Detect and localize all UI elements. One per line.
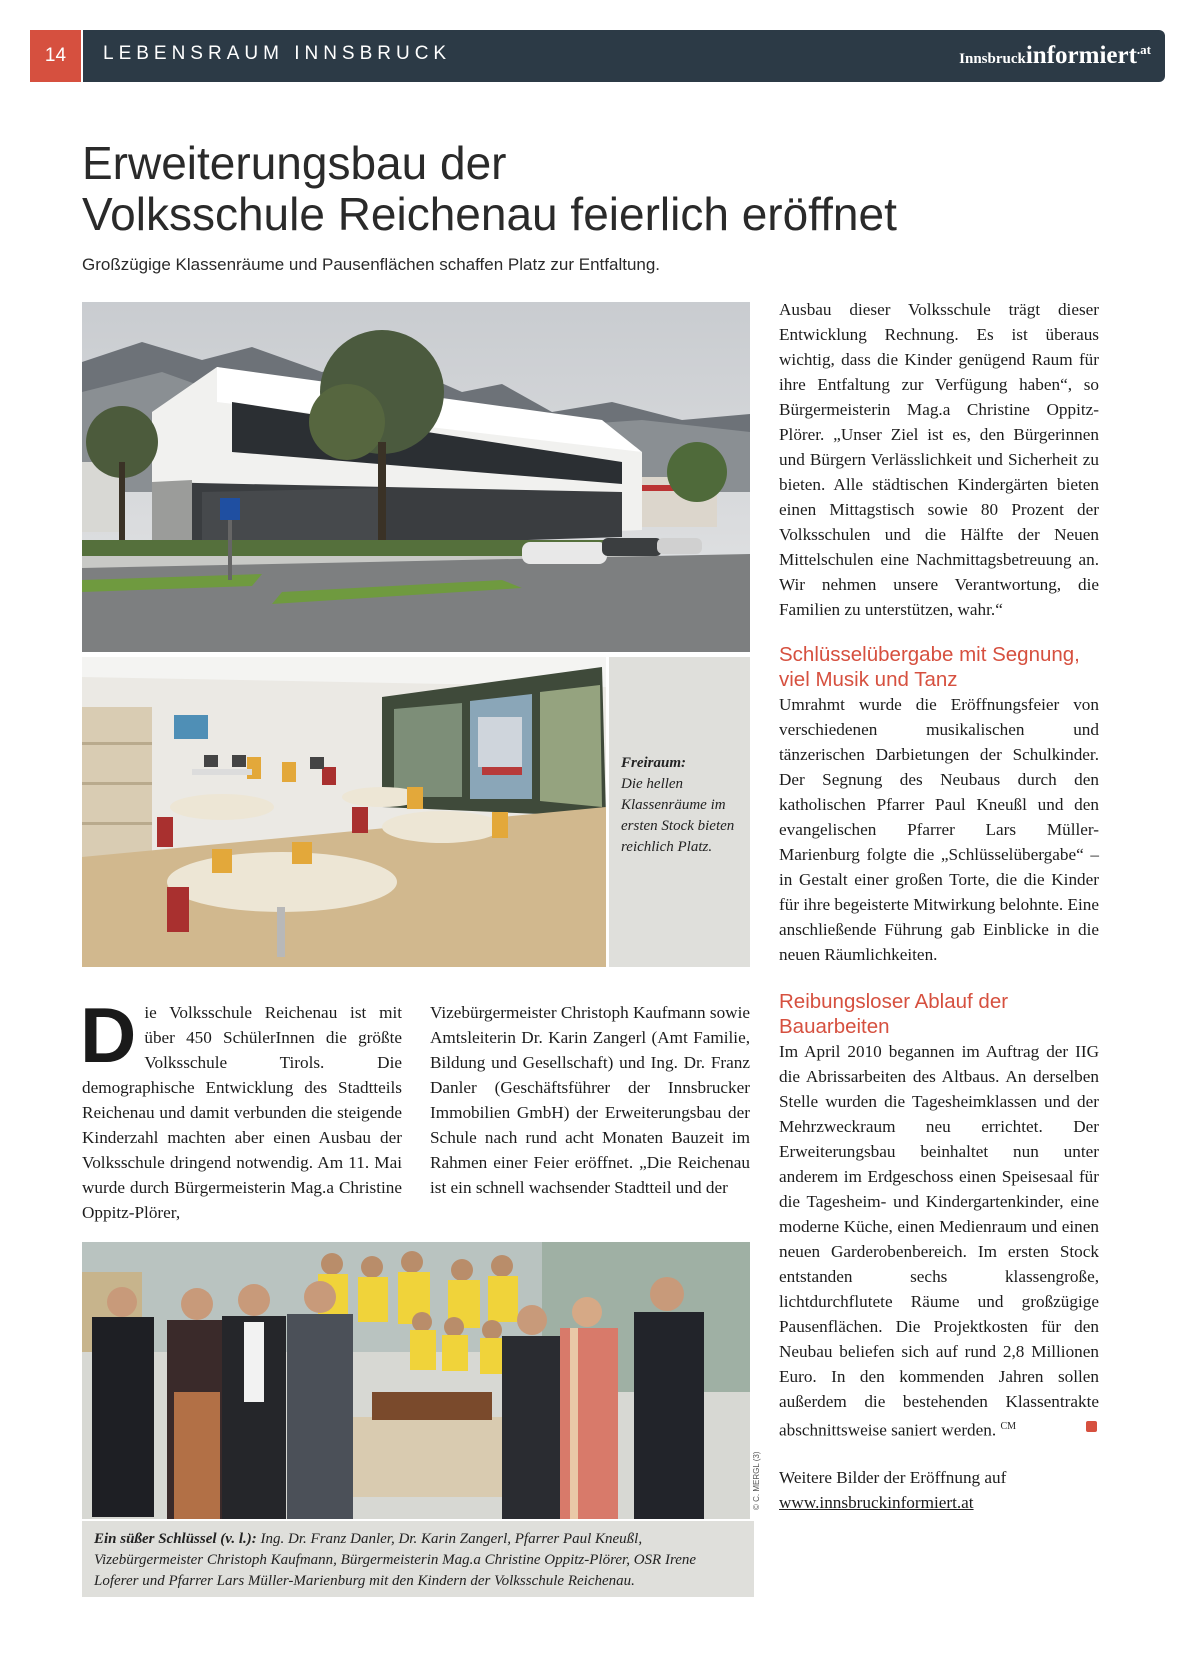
article-column-1	[80, 991, 402, 1225]
headline-line-1: Erweiterungsbau der	[82, 137, 507, 189]
brand-big: informiert	[1025, 42, 1137, 69]
headline-line-2: Volksschule Reichenau feierlich eröffnet	[82, 188, 897, 240]
caption-classroom-text: Die hellen Klassenräume im ersten Stock bieten reichlich Platz.	[621, 776, 735, 855]
caption-group-text: Ing. Dr. Franz Danler, Dr. Karin Zangerl, Pfarrer Paul Kneußl, Vizebürgermeister Christoph Kaufmann, Bürgermeisterin Mag.a Christine Oppitz-Plörer, OSR Irene Loferer und Pfarrer Lars Müller-Marienburg mit den Kindern der Volksschule Reichenau.	[94, 1531, 697, 1589]
photo-classroom	[82, 657, 606, 967]
more-text: Weitere Bilder der Eröffnung auf	[779, 1467, 1007, 1487]
photo-school-building	[82, 302, 750, 652]
subheading-key-handover: Schlüsselübergabe mit Segnung, viel Musik und Tanz	[779, 643, 1080, 691]
photo-credit: © C. MERGL (3)	[752, 1451, 761, 1510]
column-2-text: Vizebürgermeister Christoph Kaufmann sowie Amtsleiterin Dr. Karin Zangerl (Amt Familie, Bildung und Gesellschaft) und Ing. Dr. Franz Danler (Geschäftsführer der Innsbrucker Immobilien GmbH) der Erweiterungsbau der Schule nach rund acht Monaten Bauzeit im Rahmen einer Feier eröffnet. „Die Reichenau ist ein schnell wachsender Stadtteil und der	[430, 1003, 750, 1197]
subtitle: Großzügige Klassenräume und Pausenflächen schaffen Platz zur Entfaltung.	[82, 255, 661, 274]
brand-logo	[959, 42, 1151, 70]
brand-small: Innsbruck	[959, 51, 1026, 67]
website-link[interactable]: www.innsbruckinformiert.at	[779, 1492, 974, 1512]
caption-group	[82, 1521, 754, 1597]
column-1-text: ie Volksschule Reichenau ist mit über 450 SchülerInnen die größte Volksschule Tirols. Die demographische Entwicklung des Stadtteils Reichenau und damit verbunden die steigende Kinderzahl machten aber einen Ausbau der Volksschule dringend notwendig. Am 11. Mai wurde durch Bürgermeisterin Mag.a Christine Oppitz-Plörer,	[82, 1003, 402, 1222]
author-initials: CM	[1000, 1421, 1017, 1432]
article-column-2	[430, 1000, 750, 1200]
brand-tld: .at	[1136, 42, 1151, 57]
caption-group-title: Ein süßer Schlüssel (v. l.):	[94, 1531, 257, 1547]
dropcap: D	[80, 991, 137, 1079]
end-mark-icon	[1086, 1421, 1097, 1432]
page-number: 14	[30, 30, 81, 82]
section-title: LEBENSRAUM INNSBRUCK	[103, 43, 452, 64]
article-column-3	[779, 297, 1099, 1515]
headline	[82, 138, 1082, 240]
column-3-text: Ausbau dieser Volksschule trägt dieser Entwicklung Rechnung. Es ist überaus wichtig, dass die Kinder genügend Raum für ihre Entfaltung zur Verfügung haben“, so Bürgermeisterin Mag.a Christine Oppitz-Plörer. „Unser Ziel ist es, den Bürgerinnen und Bürgern Verlässlichkeit und Sicherheit zu bieten. Alle städtischen Kindergärten bieten einen Mittagstisch sowie 80 Prozent der Volksschulen und die Hälfte der Neuen Mittelschulen eine Nachmittagsbetreuung an. Wir nehmen unsere Verantwortung, die Familien zu unterstützen, wahr.“	[779, 300, 1099, 619]
subheading-construction: Reibungsloser Ablauf der Bauarbeiten	[779, 990, 1009, 1038]
page-header	[30, 30, 1165, 82]
photo-group-ceremony	[82, 1242, 750, 1519]
section-2-text: Im April 2010 begannen im Auftrag der IIG die Abrissarbeiten des Altbaus. An derselben Stelle wurden die Tagesheimklassen und der Mehrzweckraum neu errichtet. Der Erweiterungsbau beinhaltet nun unter anderem im Erdgeschoss einen Speisesaal für die Tagesheim- und Kindergartenkinder, eine moderne Küche, einen Medienraum und einen neuen Garderobenbereich. Im ersten Stock entstanden sechs klassengroße, lichtdurchflutete Räume und großzügige Pausenflächen. Die Projektkosten für den Neubau beliefen sich auf rund 2,8 Millionen Euro. In den kommenden Jahren sollen außerdem die bestehenden Klassentrakte abschnittsweise saniert werden.	[779, 1042, 1099, 1440]
header-band	[83, 30, 1165, 82]
caption-classroom	[609, 657, 750, 967]
section-1-text: Umrahmt wurde die Eröffnungsfeier von verschiedenen musikalischen und tänzerischen Darbietungen der Schulkinder. Der Segnung des Neubaus durch den katholischen Pfarrer Paul Kneußl und den evangelischen Pfarrer Lars Müller-Marienburg folgte die „Schlüsselübergabe“ – in Gestalt einer großen Torte, die die Kinder für ihre begeisterte Mitwirkung belohnte. Eine anschließende Führung gab Einblicke in die neuen Räumlichkeiten.	[779, 695, 1099, 964]
caption-classroom-title: Freiraum:	[621, 755, 687, 771]
